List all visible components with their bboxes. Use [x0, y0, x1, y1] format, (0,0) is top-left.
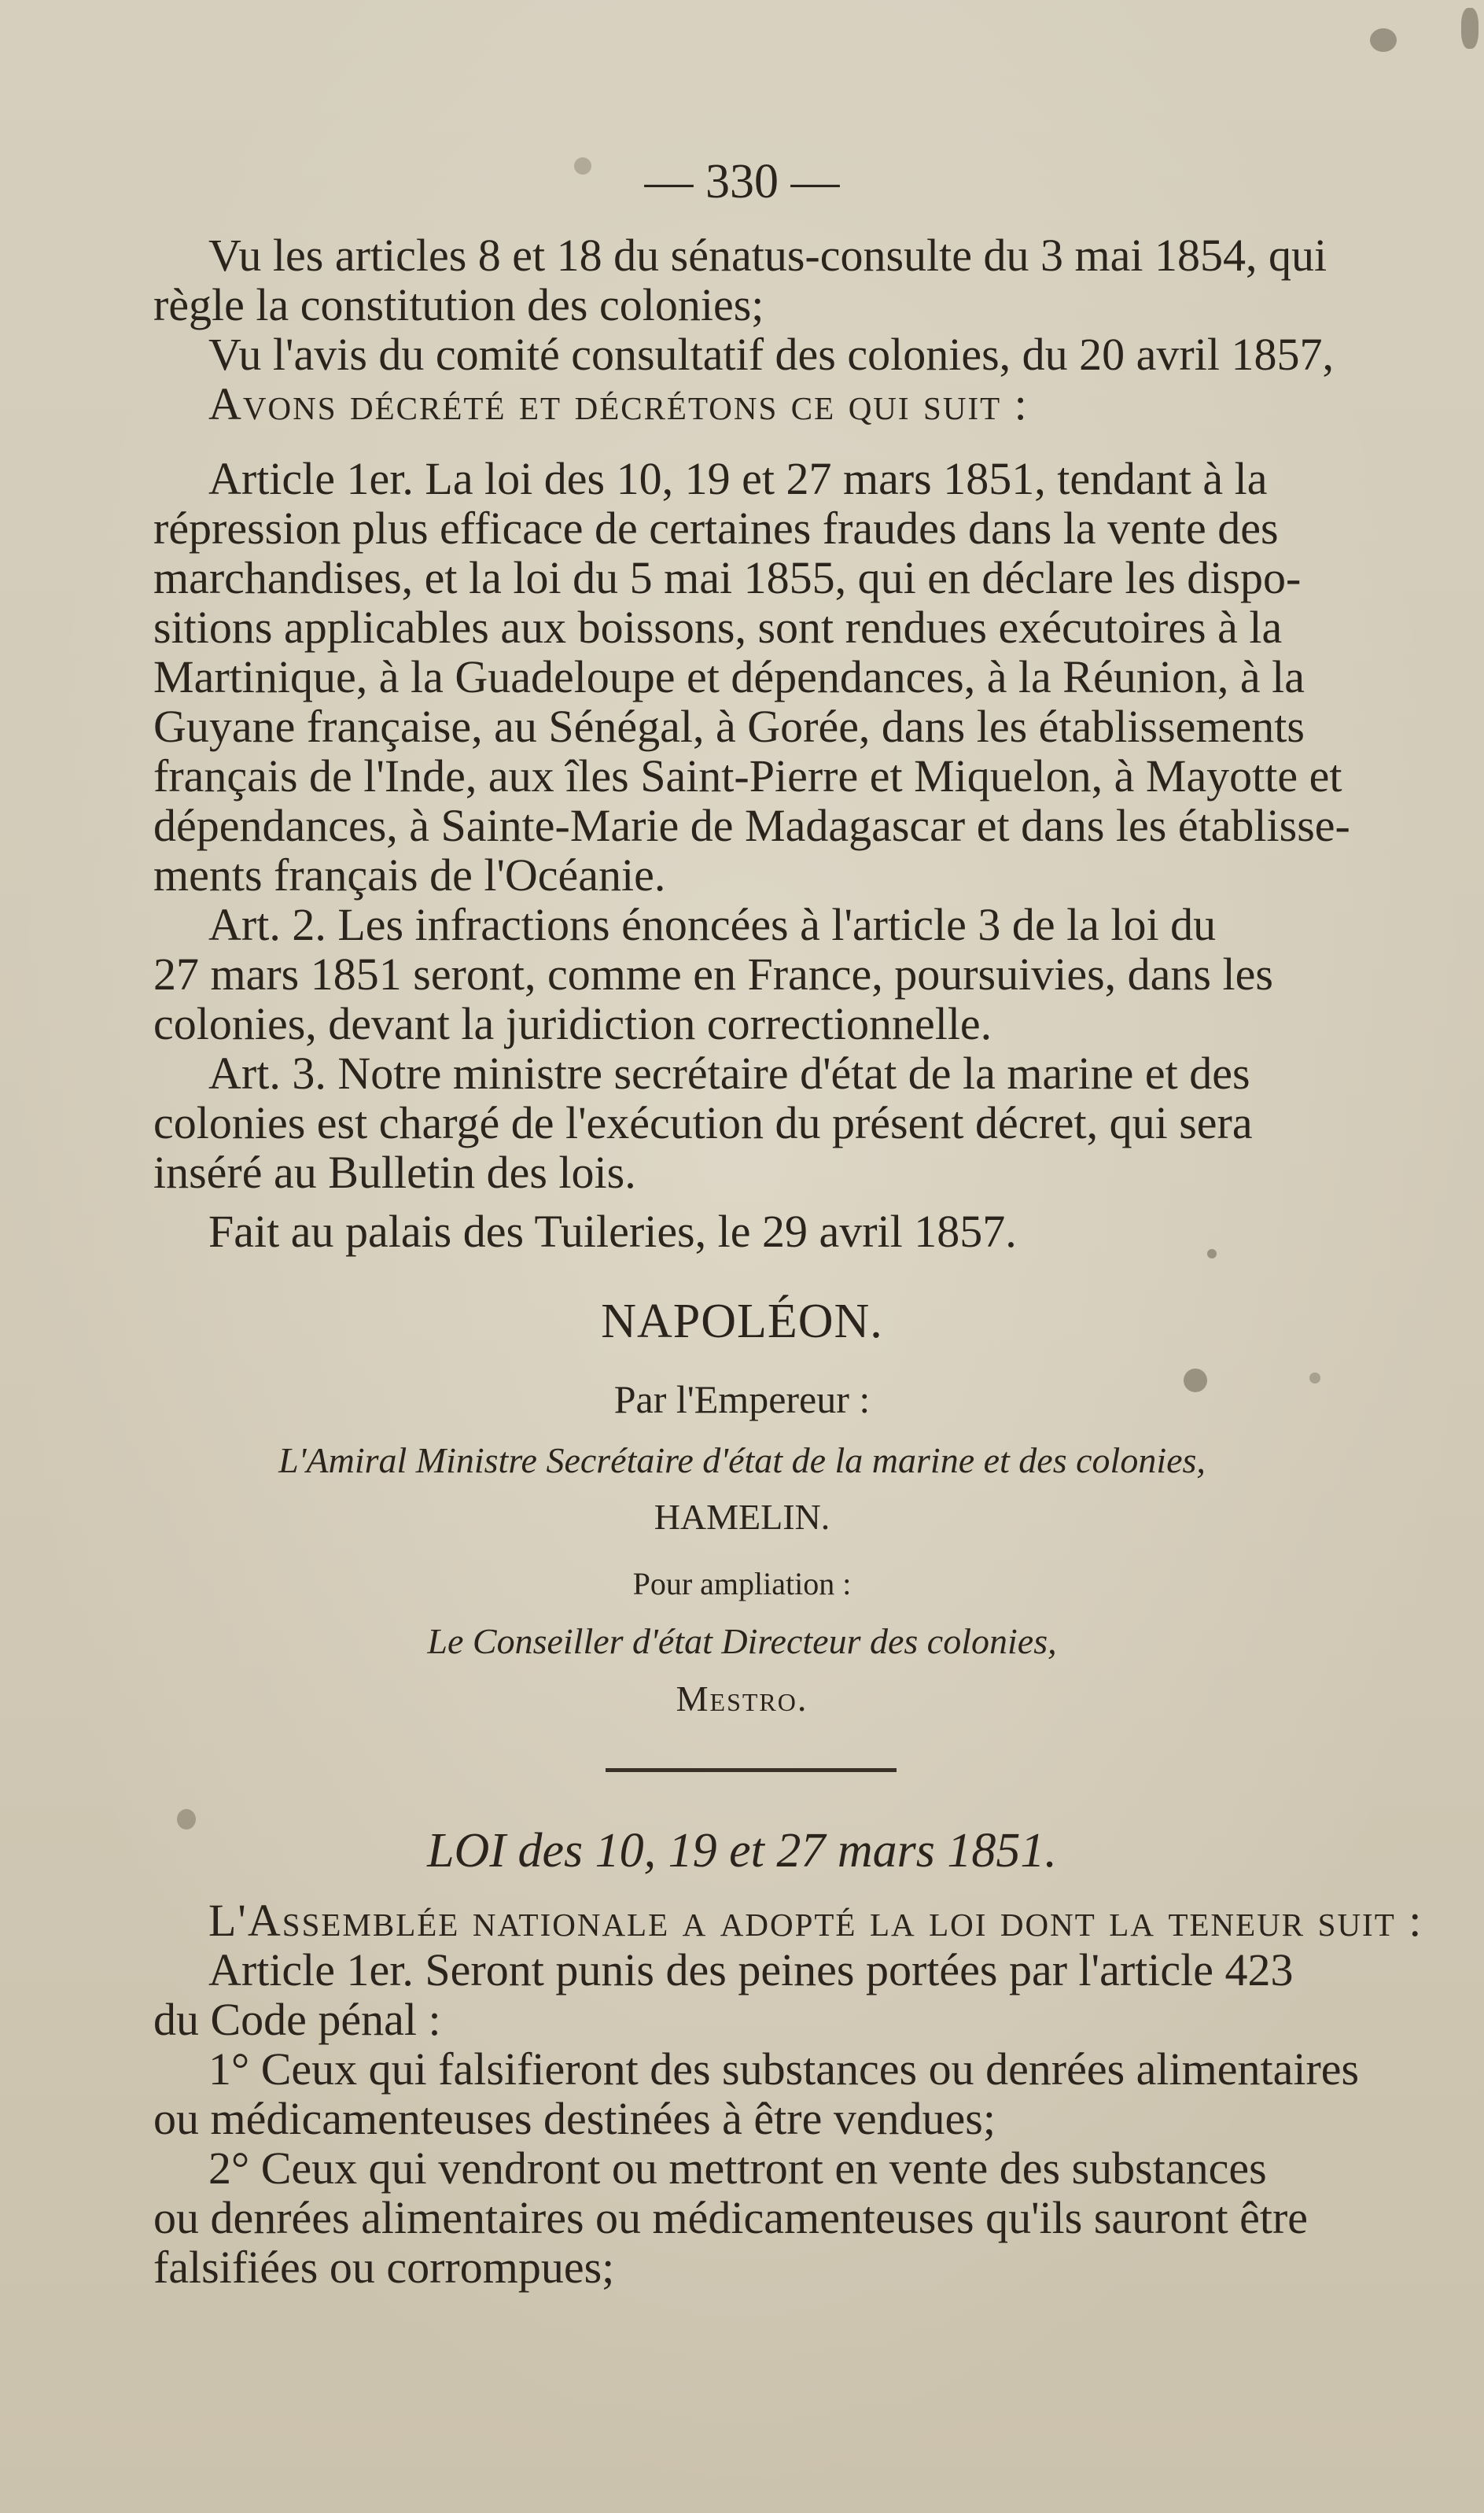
- list-item-2: 2° Ceux qui vendront ou mettront en vente des substances: [208, 2143, 1267, 2194]
- decree-formula: Avons décrété et décrétons ce qui suit :: [208, 378, 1029, 429]
- text-line: 27 mars 1851 seront, comme en France, poursuivies, dans les: [153, 949, 1273, 1000]
- page-number: — 330 —: [644, 155, 840, 208]
- text-line: Guyane française, au Sénégal, à Gorée, dans les établissements: [153, 701, 1305, 752]
- preamble: [153, 230, 1349, 429]
- text-line: répression plus efficace de certaines fraudes dans la vente des: [153, 503, 1279, 554]
- text-line: ou denrées alimentaires ou médicamenteuses qu'ils sauront être: [153, 2192, 1309, 2243]
- text-line: ou médicamenteuses destinées à être vendues;: [153, 2093, 996, 2144]
- text-line: falsifiées ou corrompues;: [153, 2242, 615, 2293]
- text-line: dépendances, à Sainte-Marie de Madagascar et dans les établisse-: [153, 800, 1350, 851]
- text-line: Article 1er. Seront punis des peines portées par l'article 423: [208, 1944, 1294, 1995]
- par-empereur: Par l'Empereur :: [613, 1377, 871, 1421]
- assembly-formula: L'Assemblée nationale a adopté la loi dont la teneur suit :: [208, 1895, 1423, 1946]
- stain-mark: [1370, 28, 1397, 52]
- text-line: Art. 2. Les infractions énoncées à l'article 3 de la loi du: [208, 899, 1217, 950]
- stain-mark: [1461, 8, 1478, 49]
- text-line: colonies, devant la juridiction correctionnelle.: [153, 998, 992, 1049]
- separator-rule: [606, 1768, 897, 1772]
- article-2: [153, 900, 1349, 1048]
- signature-napoleon: NAPOLÉON.: [601, 1295, 883, 1348]
- conseiller-name: Mestro.: [676, 1678, 808, 1719]
- conseiller-title: Le Conseiller d'état Directeur des colonies,: [427, 1621, 1057, 1661]
- ampliation: Pour ampliation :: [632, 1566, 852, 1601]
- text-line: ments français de l'Océanie.: [153, 849, 666, 901]
- loi-body: [153, 1895, 1423, 2293]
- article-1: [153, 454, 1349, 900]
- date-line: [153, 1207, 1349, 1256]
- text-line: inséré au Bulletin des lois.: [153, 1147, 636, 1198]
- text-line: Art. 3. Notre ministre secrétaire d'état de la marine et des: [208, 1048, 1250, 1099]
- text-line: Martinique, à la Guadeloupe et dépendances, à la Réunion, à la: [153, 651, 1305, 702]
- text-line: Vu les articles 8 et 18 du sénatus-consulte du 3 mai 1854, qui: [208, 230, 1327, 281]
- text-line: Vu l'avis du comité consultatif des colonies, du 20 avril 1857,: [208, 329, 1334, 380]
- text-line: du Code pénal :: [153, 1994, 441, 2045]
- text-line: marchandises, et la loi du 5 mai 1855, qui en déclare les dispo-: [153, 552, 1302, 603]
- list-item-1: 1° Ceux qui falsifieront des substances ou denrées alimentaires: [208, 2043, 1360, 2095]
- text-line: français de l'Inde, aux îles Saint-Pierre et Miquelon, à Mayotte et: [153, 750, 1342, 801]
- text-line: Article 1er. La loi des 10, 19 et 27 mars 1851, tendant à la: [208, 453, 1268, 504]
- text-line: règle la constitution des colonies;: [153, 279, 764, 330]
- loi-title: LOI des 10, 19 et 27 mars 1851.: [427, 1824, 1057, 1877]
- article-3: [153, 1048, 1349, 1197]
- text-line: colonies est chargé de l'exécution du présent décret, qui sera: [153, 1097, 1253, 1148]
- text-line: sitions applicables aux boissons, sont rendues exécutoires à la: [153, 602, 1283, 653]
- minister-name: HAMELIN.: [654, 1497, 830, 1537]
- minister-title: L'Amiral Ministre Secrétaire d'état de la marine et des colonies,: [278, 1440, 1206, 1480]
- text-line: Fait au palais des Tuileries, le 29 avril 1857.: [208, 1206, 1017, 1257]
